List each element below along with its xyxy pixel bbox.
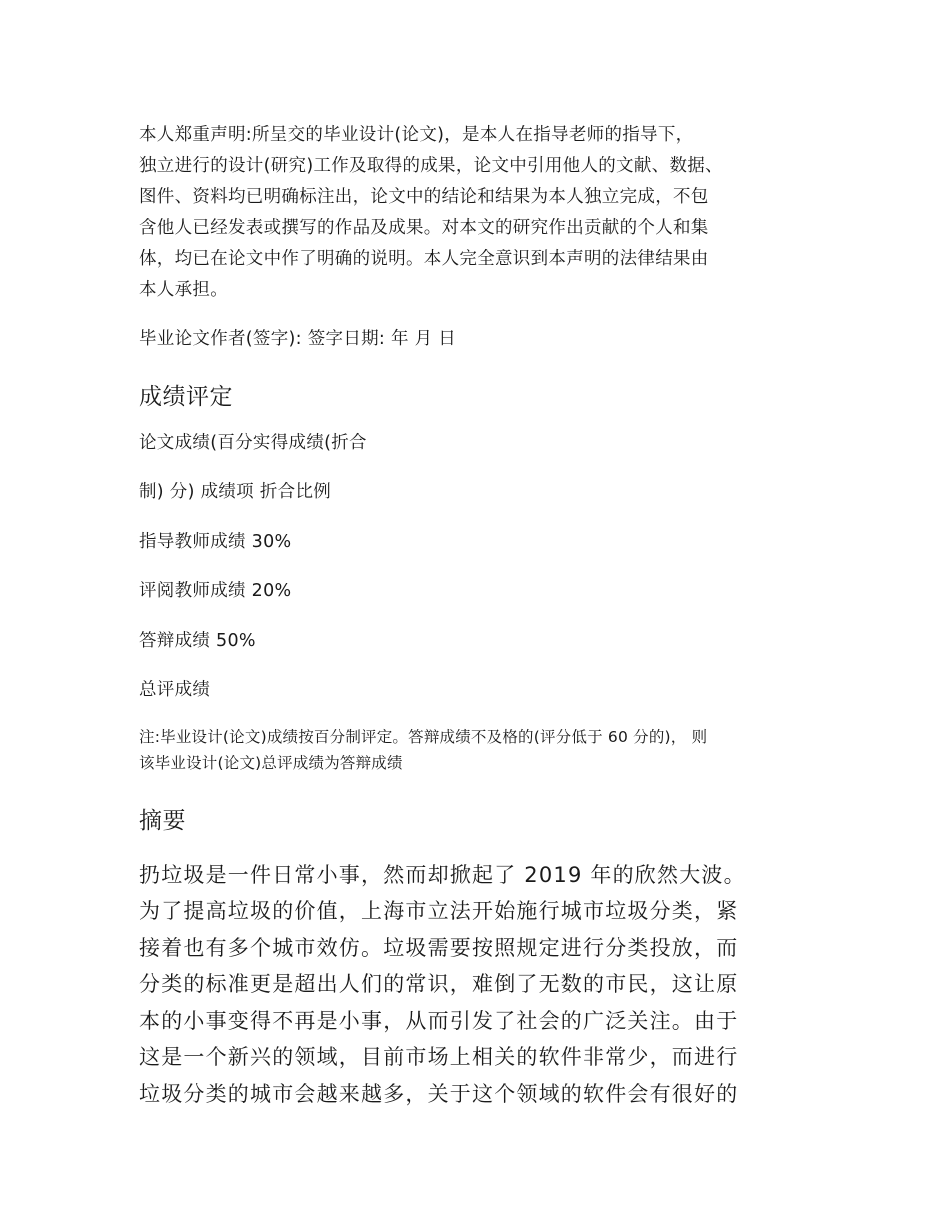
abstract-heading: 摘要	[139, 808, 186, 834]
declaration-line: 体，均已在论文中作了明确的说明。本人完全意识到本声明的法律结果由	[139, 249, 709, 269]
declaration-line: 含他人已经发表或撰写的作品及成果。对本文的研究作出贡献的个人和集	[139, 218, 709, 238]
abstract-line: 分类的标准更是超出人们的常识，难倒了无数的市民，这让原	[139, 972, 739, 996]
abstract-line: 垃圾分类的城市会越来越多，关于这个领域的软件会有很好的	[139, 1082, 739, 1106]
grading-line: 答辩成绩 50%	[139, 631, 256, 651]
signature-line: 毕业论文作者(签字): 签字日期: 年 月 日	[139, 329, 457, 349]
declaration-line: 本人郑重声明:所呈交的毕业设计(论文)，是本人在指导老师的指导下，	[139, 125, 694, 145]
declaration-line: 本人承担。	[139, 280, 228, 300]
declaration-line: 图件、资料均已明确标注出，论文中的结论和结果为本人独立完成，不包	[139, 187, 709, 207]
declaration-line: 独立进行的设计(研究)工作及取得的成果，论文中引用他人的文献、数据、	[139, 156, 723, 176]
grading-line: 制) 分) 成绩项 折合比例	[139, 482, 332, 502]
grading-line: 论文成绩(百分实得成绩(折合	[139, 433, 367, 453]
note-line: 该毕业设计(论文)总评成绩为答辩成绩	[139, 754, 403, 772]
grading-heading: 成绩评定	[139, 384, 233, 410]
abstract-line: 扔垃圾是一件日常小事，然而却掀起了 2019 年的欣然大波。	[139, 863, 746, 887]
abstract-line: 接着也有多个城市效仿。垃圾需要按照规定进行分类投放，而	[139, 936, 739, 960]
grading-line: 总评成绩	[139, 680, 211, 700]
abstract-line: 本的小事变得不再是小事，从而引发了社会的广泛关注。由于	[139, 1009, 739, 1033]
abstract-line: 为了提高垃圾的价值，上海市立法开始施行城市垃圾分类，紧	[139, 899, 739, 923]
grading-line: 指导教师成绩 30%	[139, 532, 292, 552]
abstract-line: 这是一个新兴的领域，目前市场上相关的软件非常少，而进行	[139, 1045, 739, 1069]
note-line: 注:毕业设计(论文)成绩按百分制评定。答辩成绩不及格的(评分低于 60 分的)， 则	[139, 728, 708, 746]
grading-line: 评阅教师成绩 20%	[139, 581, 292, 601]
